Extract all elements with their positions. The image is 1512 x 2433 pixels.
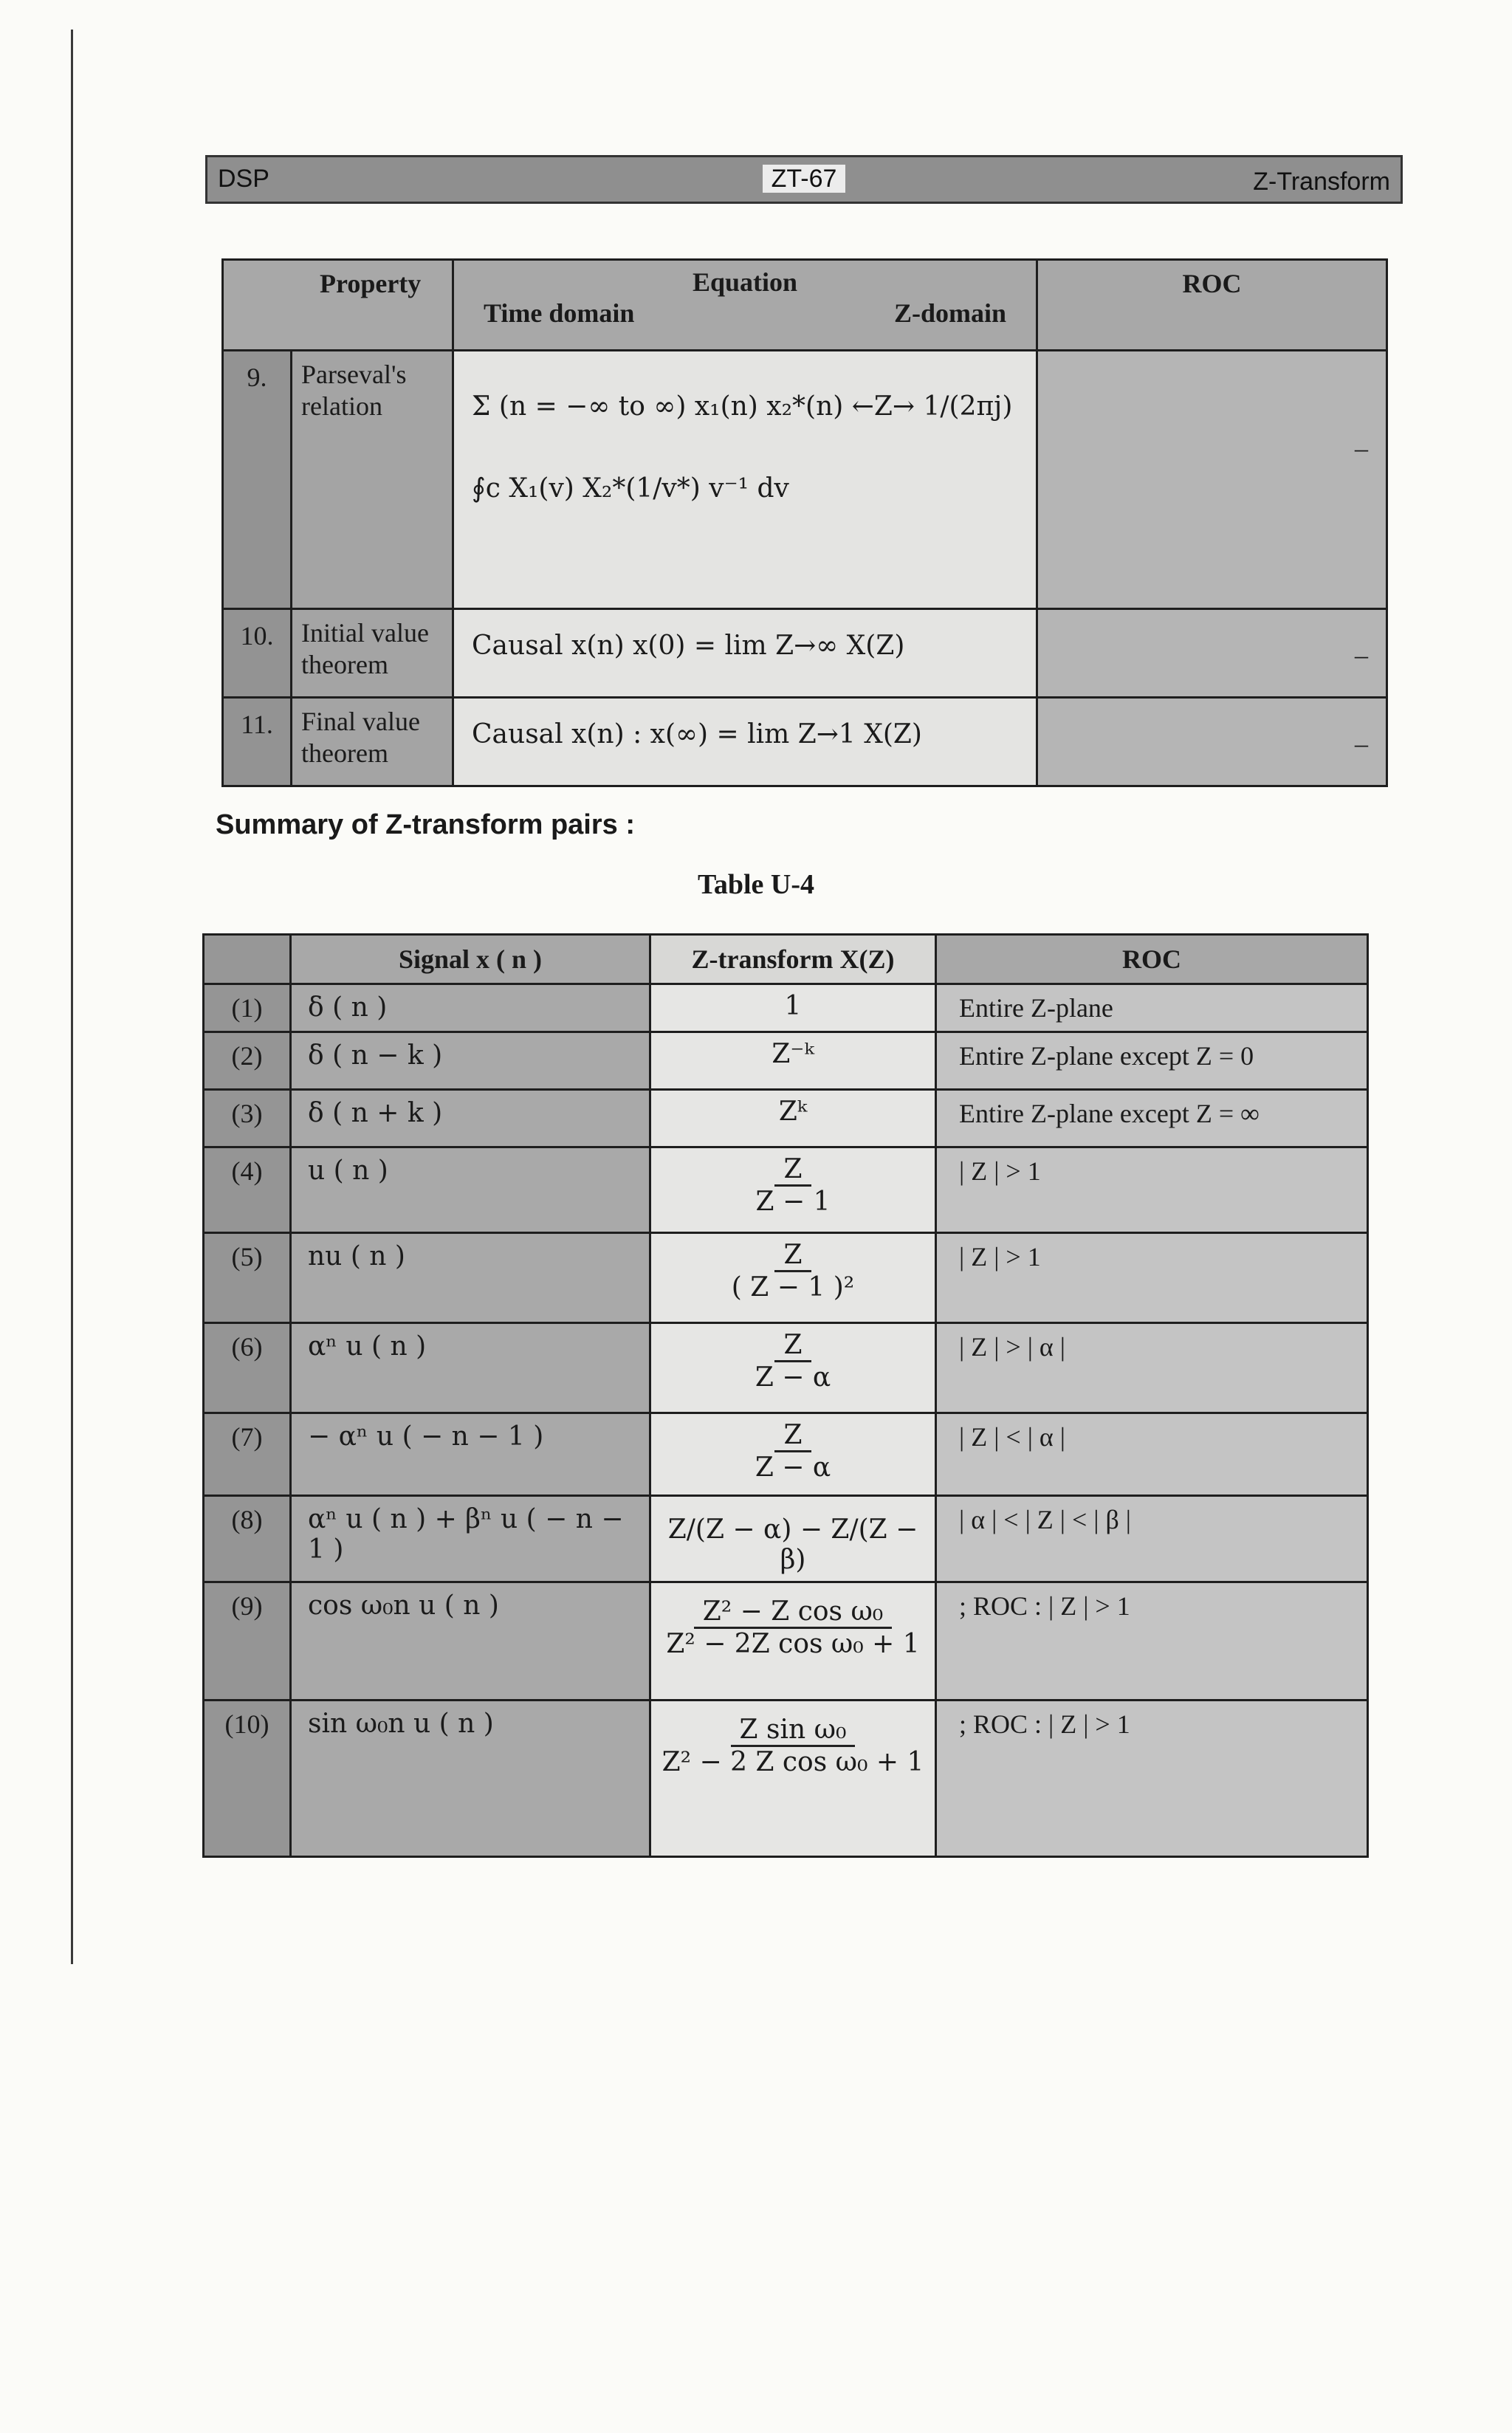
signal: sin ω₀n u ( n ) <box>291 1701 650 1857</box>
equation-line: ∮c X₁(v) X₂*(1/v*) v⁻¹ dv <box>472 473 789 504</box>
roc-value: | α | < | Z | < | β | <box>936 1496 1368 1582</box>
row-number: (4) <box>204 1147 291 1233</box>
col-z-domain: Z-domain <box>893 298 1006 328</box>
z-transform <box>650 1701 936 1857</box>
z-transform <box>650 1582 936 1701</box>
numerator: Z² − Z cos ω₀ <box>694 1596 893 1629</box>
signal: αⁿ u ( n ) <box>291 1323 650 1413</box>
row-number: 9. <box>223 351 292 609</box>
row-number: (10) <box>204 1701 291 1857</box>
table-row <box>204 1233 1368 1323</box>
pairs-header-row <box>204 935 1368 984</box>
col-z-transform: Z-transform X(Z) <box>650 935 936 984</box>
row-number: (7) <box>204 1413 291 1496</box>
row-number: (9) <box>204 1582 291 1701</box>
table-row <box>204 1090 1368 1147</box>
col-time-domain: Time domain <box>484 298 635 328</box>
row-number: (1) <box>204 984 291 1032</box>
table-row <box>204 1701 1368 1857</box>
denominator: Z − α <box>755 1452 831 1483</box>
roc-value: | Z | > | α | <box>936 1323 1368 1413</box>
col-index <box>204 935 291 984</box>
signal: − αⁿ u ( − n − 1 ) <box>291 1413 650 1496</box>
equation: Causal x(n) x(0) = lim Z→∞ X(Z) <box>453 609 1037 698</box>
table-row <box>204 1323 1368 1413</box>
z-transform <box>650 1147 936 1233</box>
z-transform: Z/(Z − α) − Z/(Z − β) <box>650 1496 936 1582</box>
table-row <box>223 609 1387 698</box>
table-row <box>204 1032 1368 1090</box>
property-name: Final value theorem <box>292 698 453 786</box>
table-row <box>204 984 1368 1032</box>
col-equation-label: Equation <box>692 267 798 297</box>
signal: δ ( n + k ) <box>291 1090 650 1147</box>
equation <box>453 351 1037 609</box>
numerator: Z <box>774 1154 811 1187</box>
page-margin-line <box>71 30 73 1964</box>
equation-line: Σ (n = −∞ to ∞) x₁(n) x₂*(n) ←Z→ 1/(2πj) <box>472 391 1013 422</box>
z-transform-pairs-table <box>202 933 1369 1858</box>
signal: αⁿ u ( n ) + βⁿ u ( − n − 1 ) <box>291 1496 650 1582</box>
roc-value: – <box>1037 698 1387 786</box>
denominator: Z² − 2 Z cos ω₀ + 1 <box>662 1747 924 1777</box>
roc-value: ; ROC : | Z | > 1 <box>936 1582 1368 1701</box>
roc-value: – <box>1037 609 1387 698</box>
row-number: 11. <box>223 698 292 786</box>
signal: u ( n ) <box>291 1147 650 1233</box>
col-signal: Signal x ( n ) <box>291 935 650 984</box>
row-number: (2) <box>204 1032 291 1090</box>
col-equation <box>453 260 1037 351</box>
numerator: Z <box>774 1420 811 1452</box>
table-row <box>204 1413 1368 1496</box>
table-row <box>204 1496 1368 1582</box>
table-caption: Table U-4 <box>697 869 814 900</box>
properties-header-row <box>223 260 1387 351</box>
row-number: (5) <box>204 1233 291 1323</box>
table-row <box>204 1147 1368 1233</box>
row-number: (3) <box>204 1090 291 1147</box>
signal: δ ( n ) <box>291 984 650 1032</box>
page-header <box>205 155 1403 204</box>
roc-value: – <box>1037 351 1387 609</box>
equation: Causal x(n) : x(∞) = lim Z→1 X(Z) <box>453 698 1037 786</box>
property-name: Initial value theorem <box>292 609 453 698</box>
numerator: Z sin ω₀ <box>731 1715 856 1747</box>
signal: δ ( n − k ) <box>291 1032 650 1090</box>
z-transform: Z⁻ᵏ <box>650 1032 936 1090</box>
table-row <box>223 698 1387 786</box>
denominator: Z² − 2Z cos ω₀ + 1 <box>666 1629 920 1659</box>
roc-value: | Z | > 1 <box>936 1147 1368 1233</box>
z-transform <box>650 1233 936 1323</box>
page-number: ZT-67 <box>763 165 846 193</box>
numerator: Z <box>774 1240 811 1272</box>
row-number: 10. <box>223 609 292 698</box>
col-roc: ROC <box>1037 260 1387 351</box>
table-row <box>223 351 1387 609</box>
signal: nu ( n ) <box>291 1233 650 1323</box>
table-row <box>204 1582 1368 1701</box>
header-left: DSP <box>218 165 269 193</box>
roc-value: Entire Z-plane <box>936 984 1368 1032</box>
z-transform: 1 <box>650 984 936 1032</box>
numerator: Z <box>774 1330 811 1362</box>
roc-value: | Z | < | α | <box>936 1413 1368 1496</box>
roc-value: ; ROC : | Z | > 1 <box>936 1701 1368 1857</box>
denominator: Z − α <box>755 1362 831 1393</box>
col-roc: ROC <box>936 935 1368 984</box>
denominator: Z − 1 <box>755 1187 831 1217</box>
z-transform: Zᵏ <box>650 1090 936 1147</box>
row-number: (8) <box>204 1496 291 1582</box>
denominator: ( Z − 1 )² <box>731 1272 855 1303</box>
signal: cos ω₀n u ( n ) <box>291 1582 650 1701</box>
roc-value: | Z | > 1 <box>936 1233 1368 1323</box>
row-number: (6) <box>204 1323 291 1413</box>
z-transform <box>650 1323 936 1413</box>
properties-table <box>221 258 1388 787</box>
z-transform <box>650 1413 936 1496</box>
property-name: Parseval's relation <box>292 351 453 609</box>
roc-value: Entire Z-plane except Z = ∞ <box>936 1090 1368 1147</box>
header-right: Z-Transform <box>1253 168 1390 196</box>
col-property: Property <box>223 260 453 351</box>
roc-value: Entire Z-plane except Z = 0 <box>936 1032 1368 1090</box>
summary-heading: Summary of Z-transform pairs : <box>216 809 635 840</box>
